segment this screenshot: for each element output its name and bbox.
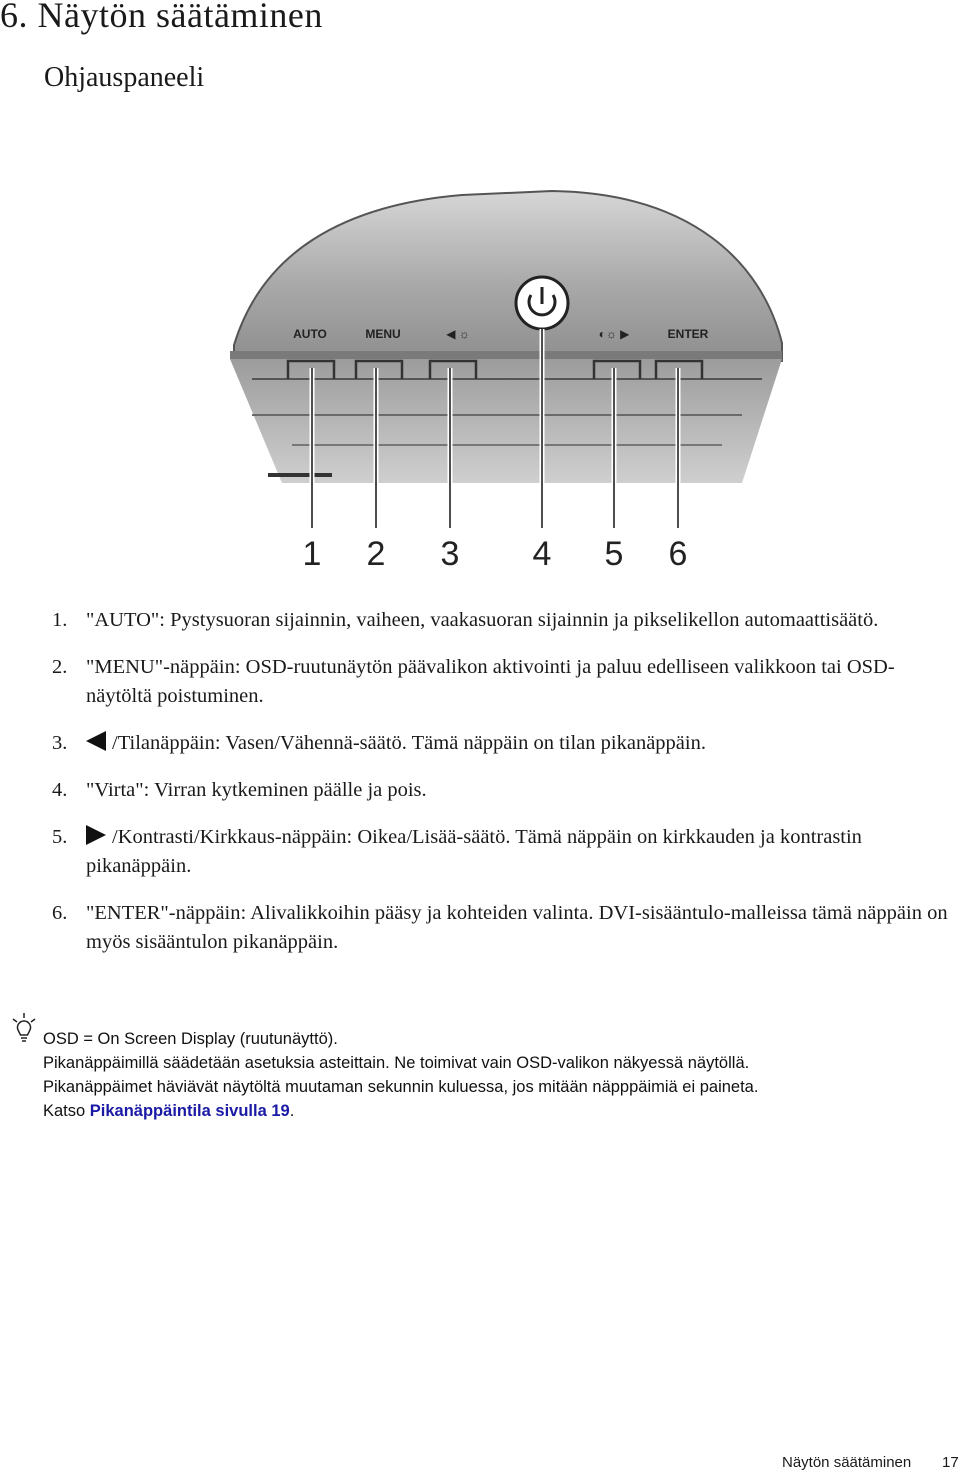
callout-1: 1	[302, 535, 322, 573]
item-text: "Virta": Virran kytkeminen päälle ja pois.	[86, 779, 427, 801]
section-title: Ohjauspaneeli	[44, 62, 205, 93]
item-text: "AUTO": Pystysuoran sijainnin, vaiheen, vaakasuoran sijainnin ja pikselikellon automaattisäätö.	[86, 609, 879, 631]
left-triangle-icon	[86, 731, 106, 751]
item-number: 5.	[52, 826, 68, 848]
lightbulb-icon	[10, 1012, 40, 1046]
list-item	[52, 899, 952, 957]
page-reference-link[interactable]: Pikanäppäintila sivulla 19	[89, 1102, 290, 1120]
callout-3: 3	[440, 535, 460, 573]
item-number: 1.	[52, 609, 68, 631]
tip-reference-prefix: Katso	[43, 1102, 90, 1120]
tip-line-reference	[43, 1099, 943, 1123]
control-panel-diagram	[222, 183, 790, 575]
item-text: "ENTER"-näppäin: Alivalikkoihin pääsy ja kohteiden valinta. DVI-sisääntulo-malleissa tämä näppäin on myös sisääntulon pikanäppäin.	[86, 902, 948, 953]
chapter-title: 6. Näytön säätäminen	[0, 0, 323, 35]
item-number: 6.	[52, 902, 68, 924]
list-item	[52, 729, 952, 758]
item-number: 2.	[52, 656, 68, 678]
button-description-list	[52, 606, 952, 975]
right-triangle-icon	[86, 825, 106, 845]
enter-label: ENTER	[667, 327, 709, 341]
callout-6: 6	[668, 535, 688, 573]
tip-line: Pikanäppäimillä säädetään asetuksia asteittain. Ne toimivat vain OSD-valikon näkyessä näytöllä.	[43, 1054, 750, 1072]
callout-5: 5	[604, 535, 624, 573]
list-item	[52, 776, 952, 805]
tip-line: OSD = On Screen Display (ruutunäyttö).	[43, 1030, 338, 1048]
callout-4: 4	[532, 535, 552, 573]
tip-note	[43, 1027, 943, 1123]
item-number: 3.	[52, 732, 68, 754]
item-number: 4.	[52, 779, 68, 801]
item-text: /Tilanäppäin: Vasen/Vähennä-säätö. Tämä näppäin on tilan pikanäppäin.	[112, 732, 706, 754]
front-edge	[230, 351, 782, 359]
power-icon	[516, 277, 568, 329]
item-text: "MENU"-näppäin: OSD-ruutunäytön päävalikon aktivointi ja paluu edelliseen valikkoon tai OSD-näytöltä poistuminen.	[86, 656, 895, 707]
callout-2: 2	[366, 535, 386, 573]
footer-page-number: 17	[942, 1454, 959, 1471]
auto-label: AUTO	[293, 327, 327, 341]
footer-section-label: Näytön säätäminen	[782, 1454, 912, 1471]
list-item	[52, 823, 952, 881]
list-item	[52, 606, 952, 635]
left-key-label: ◀ ☼	[446, 327, 470, 341]
tip-reference-suffix: .	[289, 1102, 295, 1120]
right-key-label: ◐☼ ▶	[598, 327, 630, 341]
list-item	[52, 653, 952, 711]
tip-line: Pikanäppäimet häviävät näytöltä muutaman sekunnin kuluessa, jos mitään näpppäimiä ei paineta.	[43, 1078, 759, 1096]
menu-label: MENU	[365, 327, 401, 341]
item-text: /Kontrasti/Kirkkaus-näppäin: Oikea/Lisää-säätö. Tämä näppäin on kirkkauden ja kontrastin pikanäppäin.	[86, 826, 862, 877]
